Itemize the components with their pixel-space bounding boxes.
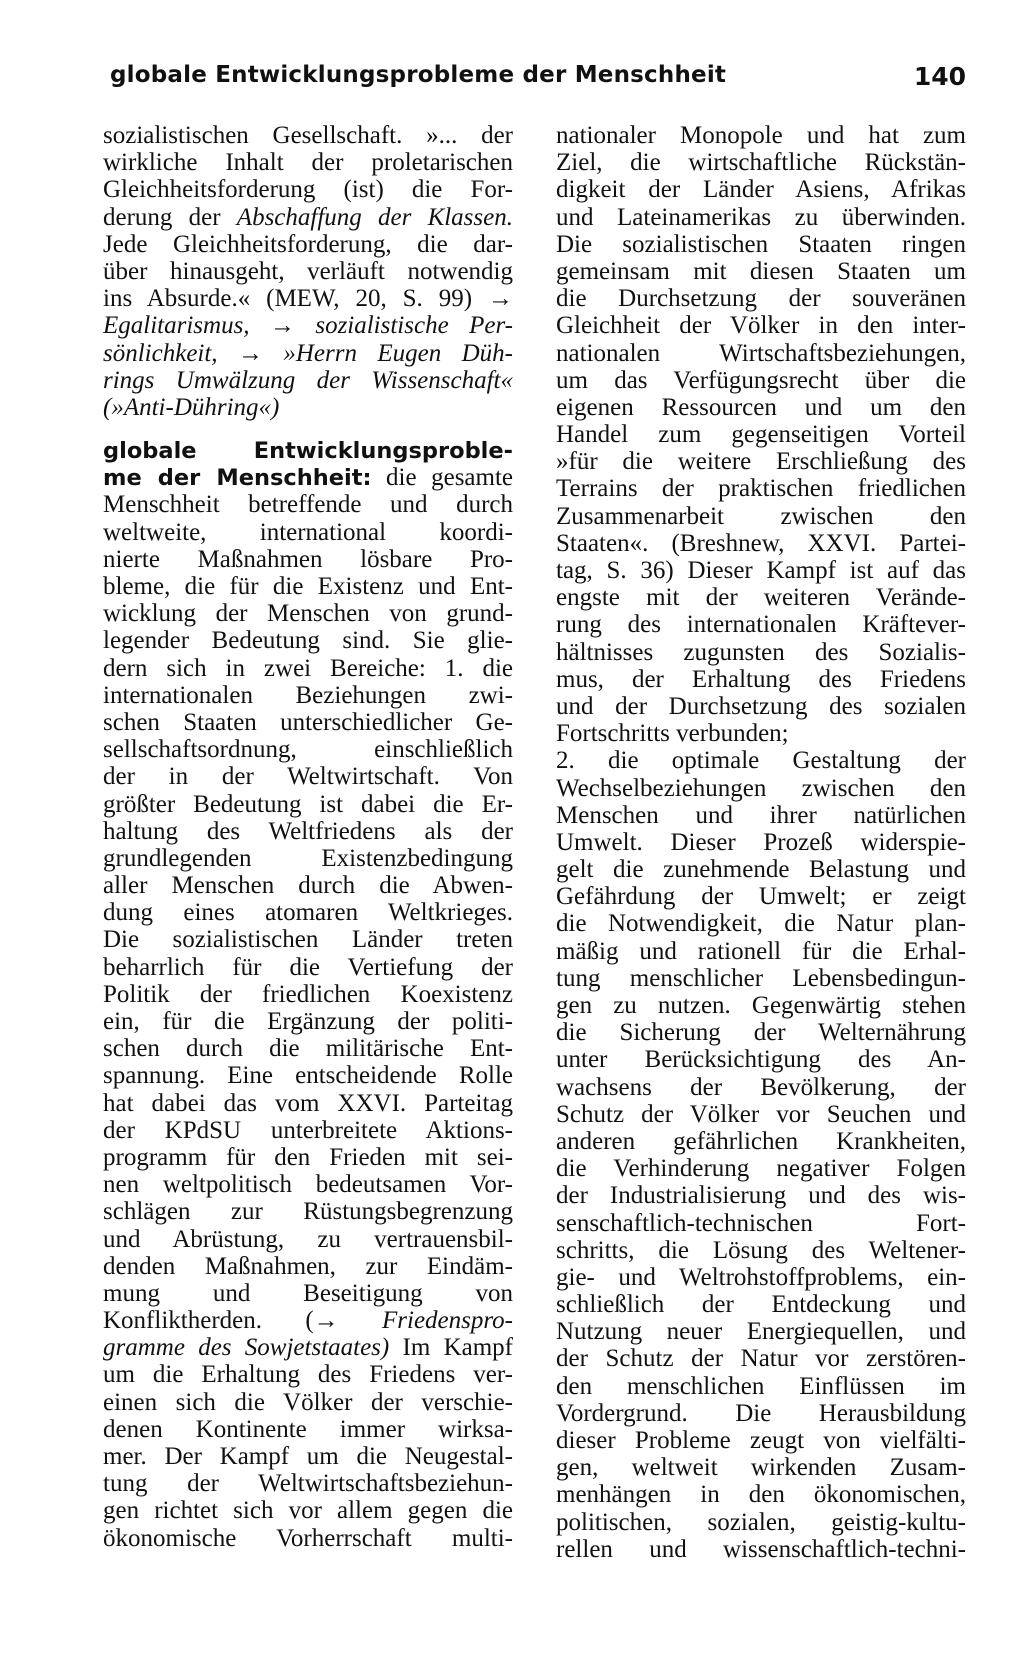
text-line	[103, 573, 513, 600]
text-line	[556, 611, 966, 638]
text-segment: die Notwendigkeit, die Natur plan-	[556, 910, 966, 938]
text-line	[103, 1525, 513, 1552]
text-line	[556, 693, 966, 720]
italic-text: Abschaffung der Klassen.	[236, 203, 513, 231]
text-line	[556, 639, 966, 666]
text-line	[556, 1400, 966, 1427]
text-line	[103, 1226, 513, 1253]
text-segment: beharrlich für die Vertiefung der	[103, 953, 513, 981]
text-segment: rung des internationalen Kräftever-	[556, 611, 966, 639]
text-segment: spannung. Eine entscheidende Rolle	[103, 1062, 513, 1090]
text-line	[556, 829, 966, 856]
text-line	[556, 1454, 966, 1481]
text-line	[556, 1128, 966, 1155]
text-segment: die Durchsetzung der souveränen	[556, 285, 966, 313]
text-segment: Umwelt. Dieser Prozeß widerspie-	[556, 828, 966, 856]
text-line	[103, 926, 513, 953]
page-number: 140	[913, 62, 966, 91]
text-segment: legender Bedeutung sind. Sie glie-	[103, 627, 513, 655]
text-line	[556, 720, 966, 747]
text-segment: dern sich in zwei Bereiche: 1. die	[103, 654, 513, 682]
text-line	[103, 519, 513, 546]
text-segment: »für die weitere Erschließung des	[556, 448, 966, 476]
text-line	[556, 421, 966, 448]
text-line	[103, 1008, 513, 1035]
text-line	[103, 546, 513, 573]
italic-text: gramme des Sowjetstaates)	[103, 1334, 390, 1362]
text-segment: Handel zum gegenseitigen Vorteil	[556, 421, 966, 449]
text-segment: tung menschlicher Lebensbedingun-	[556, 964, 966, 992]
text-segment: einen sich die Völker der verschie-	[103, 1388, 513, 1416]
text-line	[103, 600, 513, 627]
text-segment: der KPdSU unterbreitete Aktions-	[103, 1116, 513, 1144]
text-line	[556, 965, 966, 992]
text-segment: digkeit der Länder Asiens, Afrikas	[556, 176, 966, 204]
text-segment: internationalen Beziehungen zwi-	[103, 681, 513, 709]
text-segment: denden Maßnahmen, zur Eindäm-	[103, 1252, 513, 1280]
text-line	[103, 394, 513, 421]
text-line	[556, 938, 966, 965]
italic-text: Egalitarismus, → sozialistische Per-	[103, 312, 513, 340]
text-line	[103, 1416, 513, 1443]
text-line	[556, 1481, 966, 1508]
text-segment: nierte Maßnahmen lösbare Pro-	[103, 545, 513, 573]
text-segment: wirkliche Inhalt der proletarischen	[103, 149, 513, 177]
entry-keyword: globale Entwicklungsproble-	[103, 438, 513, 465]
text-line	[556, 1264, 966, 1291]
text-line	[103, 1198, 513, 1225]
text-line	[556, 1509, 966, 1536]
text-segment: Gefährdung der Umwelt; er zeigt	[556, 883, 966, 911]
text-line	[103, 1361, 513, 1388]
running-head: globale Entwicklungsprobleme der Menschheit	[110, 62, 727, 88]
text-line	[556, 258, 966, 285]
text-line	[103, 176, 513, 203]
text-line	[556, 910, 966, 937]
text-line	[556, 584, 966, 611]
text-line	[103, 285, 513, 312]
italic-text: rings Umwälzung der Wissenschaft«	[103, 366, 513, 394]
text-segment: über hinausgeht, verläuft notwendig	[103, 257, 513, 285]
text-line	[556, 312, 966, 339]
text-line	[103, 204, 513, 231]
text-line	[556, 1182, 966, 1209]
text-segment: mer. Der Kampf um die Neugestal-	[103, 1443, 513, 1470]
text-segment: und der Durchsetzung des sozialen	[556, 692, 966, 720]
text-line	[103, 1497, 513, 1524]
text-segment: die Sicherung der Welternährung	[556, 1019, 966, 1047]
text-line	[103, 340, 513, 367]
text-segment: gen, weltweit wirkenden Zusam-	[556, 1454, 966, 1482]
text-segment: schen durch die militärische Ent-	[103, 1035, 513, 1063]
text-segment: gen richtet sich vor allem gegen die	[103, 1497, 513, 1525]
text-segment: eigenen Ressourcen und um den	[556, 393, 966, 421]
italic-text: Friedenspro-	[382, 1307, 513, 1335]
text-segment: Vordergrund. Die Herausbildung	[556, 1399, 966, 1427]
text-line	[556, 285, 966, 312]
text-segment: wicklung der Menschen von grund-	[103, 600, 513, 628]
text-segment: und Lateinamerikas zu überwinden.	[556, 203, 966, 231]
text-line	[103, 1443, 513, 1470]
text-segment: politischen, sozialen, geistig-kultu-	[556, 1508, 966, 1536]
text-line	[556, 666, 966, 693]
text-segment: und Abrüstung, zu vertrauensbil-	[103, 1225, 513, 1253]
text-line	[556, 231, 966, 258]
text-line	[556, 1345, 966, 1372]
text-segment: weltweite, international koordi-	[103, 518, 513, 546]
text-line	[103, 1090, 513, 1117]
text-segment: hältnisses zugunsten des Sozialis-	[556, 638, 966, 666]
text-segment: anderen gefährlichen Krankheiten,	[556, 1127, 966, 1155]
text-segment: mäßig und rationell für die Erhal-	[556, 937, 966, 965]
text-line	[556, 992, 966, 1019]
text-segment: schließlich der Entdeckung und	[556, 1291, 966, 1319]
text-segment: um die Erhaltung des Friedens ver-	[103, 1361, 513, 1389]
text-segment: Staaten«. (Breshnew, XXVI. Partei-	[556, 529, 966, 557]
text-segment: unter Berücksichtigung des An-	[556, 1046, 966, 1074]
text-segment: schlägen zur Rüstungsbegrenzung	[103, 1198, 513, 1226]
text-line	[103, 899, 513, 926]
text-line	[103, 981, 513, 1008]
text-segment: Politik der friedlichen Koexistenz	[103, 980, 513, 1008]
text-line	[556, 802, 966, 829]
text-segment: gen zu nutzen. Gegenwärtig stehen	[556, 992, 966, 1019]
text-segment: dieser Probleme zeugt von vielfälti-	[556, 1427, 966, 1454]
text-line	[103, 1470, 513, 1497]
text-segment: Im Kampf	[389, 1334, 513, 1362]
text-line	[556, 747, 966, 774]
text-line	[556, 557, 966, 584]
text-line	[103, 763, 513, 790]
text-segment: Gleichheitsforderung (ist) die For-	[103, 176, 513, 204]
text-segment: grundlegenden Existenzbedingung	[103, 844, 513, 872]
text-segment: sozialistischen Gesellschaft. »... der	[103, 122, 513, 149]
text-line	[103, 736, 513, 763]
text-segment: um das Verfügungsrecht über die	[556, 366, 966, 394]
text-line	[556, 1019, 966, 1046]
text-segment: gemeinsam mit diesen Staaten um	[556, 257, 966, 285]
text-segment: senschaftlich-technischen Fort-	[556, 1209, 966, 1237]
text-segment: größter Bedeutung ist dabei die Er-	[103, 790, 513, 818]
text-segment: gie- und Weltrohstoffproblems, ein-	[556, 1263, 966, 1291]
text-segment: ins Absurde.« (MEW, 20, S. 99) →	[103, 285, 513, 313]
text-line	[556, 883, 966, 910]
text-segment: Zusammenarbeit zwischen den	[556, 502, 966, 530]
text-line	[103, 872, 513, 899]
text-segment: Ziel, die wirtschaftliche Rückstän-	[556, 149, 966, 177]
text-segment: ökonomische Vorherrschaft multi-	[103, 1524, 513, 1552]
text-line	[556, 475, 966, 502]
text-segment: gelt die zunehmende Belastung und	[556, 856, 966, 884]
text-segment: Die sozialistischen Staaten ringen	[556, 230, 966, 258]
text-segment: ein, für die Ergänzung der politi-	[103, 1008, 513, 1035]
text-line	[103, 818, 513, 845]
entry-keyword: me der Menschheit:	[103, 465, 372, 492]
text-line	[103, 437, 513, 464]
text-segment: wachsens der Bevölkerung, der	[556, 1073, 966, 1101]
text-segment: tung der Weltwirtschaftsbeziehun-	[103, 1470, 513, 1498]
text-line	[556, 448, 966, 475]
text-line	[556, 1046, 966, 1073]
text-segment: der Schutz der Natur vor zerstören-	[556, 1345, 966, 1373]
text-line	[103, 627, 513, 654]
text-line	[103, 1035, 513, 1062]
text-segment: Die sozialistischen Länder treten	[103, 926, 513, 954]
text-line	[556, 775, 966, 802]
text-line	[103, 149, 513, 176]
text-segment: mus, der Erhaltung des Friedens	[556, 665, 966, 693]
text-segment: nen weltpolitisch bedeutsamen Vor-	[103, 1171, 513, 1199]
text-segment: Gleichheit der Völker in den inter-	[556, 312, 966, 340]
text-line	[556, 340, 966, 367]
text-segment: Nutzung neuer Energiequellen, und	[556, 1318, 966, 1346]
text-segment: engste mit der weiteren Verände-	[556, 584, 966, 612]
text-line	[103, 231, 513, 258]
text-line	[103, 1389, 513, 1416]
text-line	[103, 709, 513, 736]
text-segment: aller Menschen durch die Abwen-	[103, 872, 513, 900]
text-line	[556, 176, 966, 203]
text-line	[103, 464, 513, 491]
text-segment: Terrains der praktischen friedlichen	[556, 475, 966, 503]
text-line	[556, 1291, 966, 1318]
text-line	[103, 1280, 513, 1307]
italic-text: (»Anti-Dühring«)	[103, 393, 280, 421]
text-line	[556, 1237, 966, 1264]
text-line	[103, 682, 513, 709]
text-line	[556, 530, 966, 557]
text-segment: derung der	[103, 203, 237, 231]
text-line	[556, 1427, 966, 1454]
text-segment: Schutz der Völker vor Seuchen und	[556, 1100, 966, 1128]
text-segment: nationaler Monopole und hat zum	[556, 122, 966, 149]
text-segment: menhängen in den ökonomischen,	[556, 1481, 966, 1509]
text-line	[103, 954, 513, 981]
text-segment: die gesamte	[371, 464, 514, 492]
text-line	[103, 1253, 513, 1280]
text-line	[103, 845, 513, 872]
text-line	[103, 1062, 513, 1089]
text-segment: Wechselbeziehungen zwischen den	[556, 774, 966, 802]
text-line	[556, 122, 966, 149]
text-segment: mung und Beseitigung von	[103, 1279, 513, 1307]
text-line	[103, 312, 513, 339]
text-segment: Menschheit betreffende und durch	[103, 491, 513, 519]
left-column	[103, 122, 513, 1552]
italic-text: sönlichkeit, → »Herrn Eugen Düh-	[103, 339, 513, 367]
text-line	[556, 367, 966, 394]
text-line	[556, 1318, 966, 1345]
text-line	[556, 1155, 966, 1182]
text-segment: schen Staaten unterschiedlicher Ge-	[103, 708, 513, 736]
text-segment: hat dabei das vom XXVI. Parteitag	[103, 1089, 513, 1117]
text-segment: bleme, die für die Existenz und Ent-	[103, 573, 513, 600]
text-line	[103, 122, 513, 149]
text-segment: nationalen Wirtschaftsbeziehungen,	[556, 339, 966, 367]
text-segment: die Verhinderung negativer Folgen	[556, 1155, 966, 1183]
text-line	[103, 1171, 513, 1198]
text-segment: der Industrialisierung und des wis-	[556, 1182, 966, 1210]
text-segment: Jede Gleichheitsforderung, die dar-	[103, 230, 513, 258]
text-segment: programm für den Frieden mit sei-	[103, 1143, 513, 1171]
text-line	[103, 491, 513, 518]
text-line	[556, 1536, 966, 1563]
text-segment: sellschaftsordnung, einschließlich	[103, 736, 513, 764]
text-segment: Fortschritts verbunden;	[556, 720, 789, 748]
text-segment: denen Kontinente immer wirksa-	[103, 1415, 513, 1443]
text-line	[556, 503, 966, 530]
text-line	[556, 1101, 966, 1128]
text-line	[556, 1210, 966, 1237]
text-line	[556, 1074, 966, 1101]
text-line	[103, 1307, 513, 1334]
right-column	[556, 122, 966, 1563]
text-segment: schritts, die Lösung des Weltener-	[556, 1236, 966, 1264]
text-line	[556, 856, 966, 883]
text-line	[103, 1334, 513, 1361]
text-segment: dung eines atomaren Weltkrieges.	[103, 899, 513, 927]
paragraph-gap	[103, 421, 513, 437]
text-segment: 2. die optimale Gestaltung der	[556, 747, 966, 775]
text-segment: den menschlichen Einflüssen im	[556, 1372, 966, 1400]
text-segment: Menschen und ihrer natürlichen	[556, 801, 966, 829]
text-line	[103, 258, 513, 285]
text-segment: haltung des Weltfriedens als der	[103, 817, 513, 845]
text-segment: tag, S. 36) Dieser Kampf ist auf das	[556, 557, 966, 584]
text-line	[103, 1144, 513, 1171]
text-line	[103, 791, 513, 818]
text-segment: der in der Weltwirtschaft. Von	[103, 763, 513, 791]
text-line	[556, 394, 966, 421]
text-line	[103, 1117, 513, 1144]
text-line	[556, 149, 966, 176]
text-line	[556, 204, 966, 231]
text-line	[103, 655, 513, 682]
text-line	[103, 367, 513, 394]
text-segment: rellen und wissenschaftlich-techni-	[556, 1535, 966, 1563]
text-segment: Konfliktherden. (→	[103, 1307, 382, 1335]
text-line	[556, 1373, 966, 1400]
